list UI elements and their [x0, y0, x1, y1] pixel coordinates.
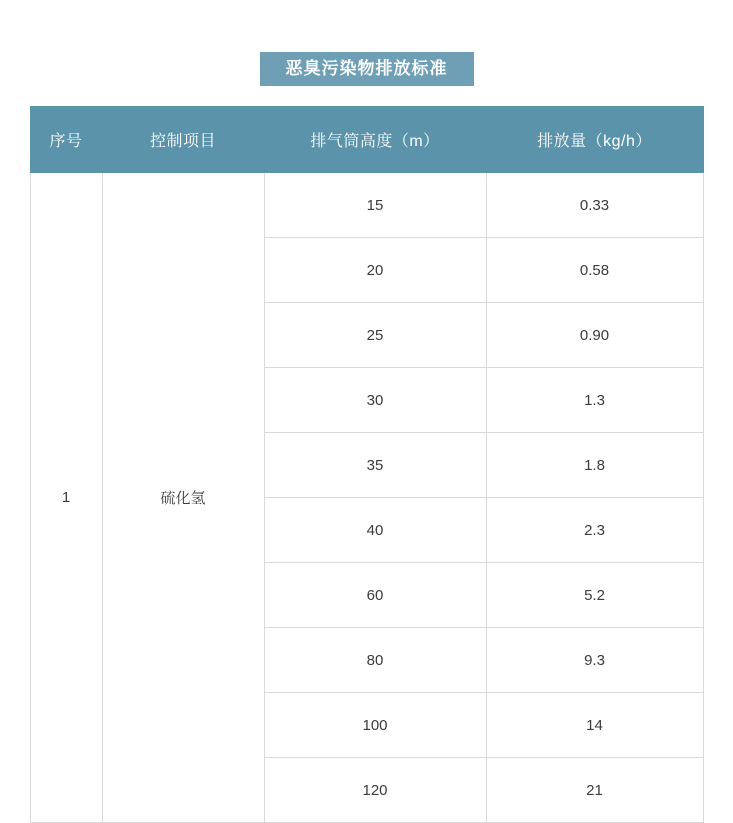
stack-height-cell: 120 — [264, 758, 486, 823]
title-container — [0, 0, 733, 106]
emission-amount-cell: 9.3 — [486, 628, 703, 693]
stack-height-cell: 100 — [264, 693, 486, 758]
stack-height-cell: 25 — [264, 303, 486, 368]
table-header-row — [30, 107, 703, 173]
stack-height-cell: 40 — [264, 498, 486, 563]
column-header-height: 排气筒高度（m） — [264, 107, 486, 173]
stack-height-cell: 60 — [264, 563, 486, 628]
emission-amount-cell: 1.3 — [486, 368, 703, 433]
column-header-amount: 排放量（kg/h） — [486, 107, 703, 173]
control-item-cell: 硫化氢 — [102, 173, 264, 823]
emission-amount-cell: 0.33 — [486, 173, 703, 238]
stack-height-cell: 80 — [264, 628, 486, 693]
emission-amount-cell: 0.58 — [486, 238, 703, 303]
table-body — [30, 173, 703, 823]
column-header-index: 序号 — [30, 107, 102, 173]
emission-amount-cell: 21 — [486, 758, 703, 823]
stack-height-cell: 35 — [264, 433, 486, 498]
emission-amount-cell: 14 — [486, 693, 703, 758]
emission-amount-cell: 5.2 — [486, 563, 703, 628]
page-title: 恶臭污染物排放标准 — [260, 52, 474, 86]
emission-amount-cell: 0.90 — [486, 303, 703, 368]
row-index-cell: 1 — [30, 173, 102, 823]
table-row — [30, 173, 703, 238]
stack-height-cell: 15 — [264, 173, 486, 238]
stack-height-cell: 30 — [264, 368, 486, 433]
table-header — [30, 107, 703, 173]
emission-amount-cell: 1.8 — [486, 433, 703, 498]
column-header-item: 控制项目 — [102, 107, 264, 173]
emission-standard-table — [30, 106, 704, 823]
emission-amount-cell: 2.3 — [486, 498, 703, 563]
stack-height-cell: 20 — [264, 238, 486, 303]
